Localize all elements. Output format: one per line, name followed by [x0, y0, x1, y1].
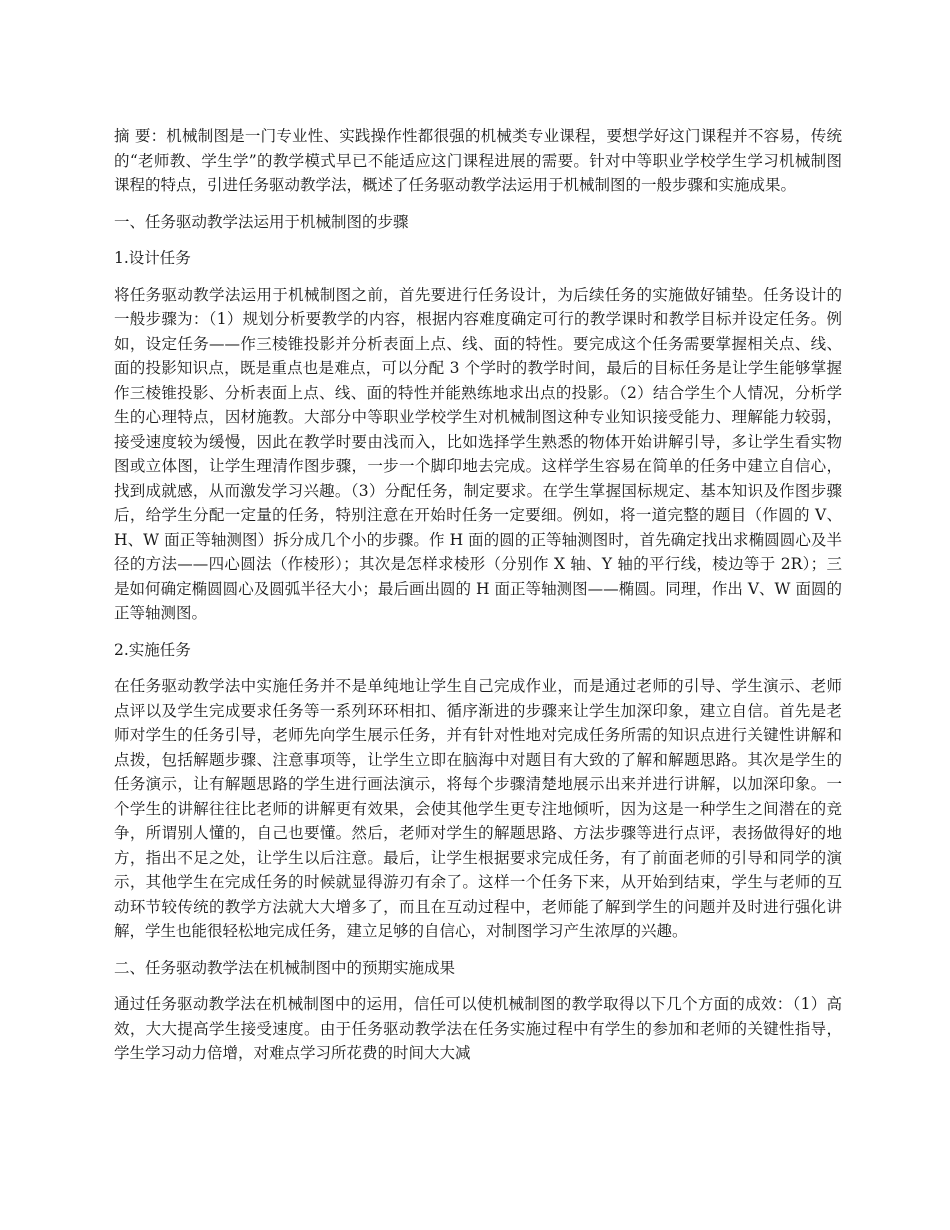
abstract-paragraph: 摘 要：机械制图是一门专业性、实践操作性都很强的机械类专业课程，要想学好这门课程并不容易，传统的“老师教、学生学”的教学模式早已不能适应这门课程进展的需要。针对中等职业学校学生学习机械制图课程的特点，引进任务驱动教学法，概述了任务驱动教学法运用于机械制图的一般步骤和实施成果。: [114, 127, 842, 194]
section-heading-1: 一、任务驱动教学法运用于机械制图的步骤: [114, 212, 409, 231]
implement-task-paragraph: 在任务驱动教学法中实施任务并不是单纯地让学生自己完成作业，而是通过老师的引导、学生演示、老师点评以及学生完成要求任务等一系列环环相扣、循序渐进的步骤来让学生加深印象，建立自信。首先是老师对学生的任务引导，老师先向学生展示任务，并有针对性地对完成任务所需的知识点进行关键性讲解和点拨，包括解题步骤、注意事项等，让学生立即在脑海中对题目有大致的了解和解题思路。其次是学生的任务演示，让有解题思路的学生进行画法演示，将每个步骤清楚地展示出来并进行讲解，以加深印象。一个学生的讲解往往比老师的讲解更有效果，会使其他学生更专注地倾听，因为这是一种学生之间潜在的竞争，所谓别人懂的，自己也要懂。然后，老师对学生的解题思路、方法步骤等进行点评，表扬做得好的地方，指出不足之处，让学生以后注意。最后，让学生根据要求完成任务，有了前面老师的引导和同学的演示，其他学生在完成任务的时候就显得游刃有余了。这样一个任务下来，从开始到结束，学生与老师的互动环节较传统的教学方法就大大增多了，而且在互动过程中，老师能了解到学生的问题并及时进行强化讲解，学生也能很轻松地完成任务，建立足够的自信心，对制图学习产生浓厚的兴趣。: [114, 677, 842, 940]
outcomes-paragraph: 通过任务驱动教学法在机械制图中的运用，信任可以使机械制图的教学取得以下几个方面的成效：（1）高效，大大提高学生接受速度。由于任务驱动教学法在任务实施过程中有学生的参加和老师的关键性指导，学生学习动力倍增，对难点学习所花费的时间大大减: [114, 995, 842, 1062]
subsection-heading-implement: 2.实施任务: [114, 640, 191, 659]
design-task-paragraph: 将任务驱动教学法运用于机械制图之前，首先要进行任务设计，为后续任务的实施做好铺垫。任务设计的一般步骤为：（1）规划分析要教学的内容，根据内容难度确定可行的教学课时和教学目标并设定任务。例如，设定任务——作三棱锥投影并分析表面上点、线、面的特性。要完成这个任务需要掌握相关点、线、面的投影知识点，既是重点也是难点，可以分配 3 个学时的教学时间，最后的目标任务是让学生能够掌握作三棱锥投影、分析表面上点、线、面的特性并能熟练地求出点的投影。（2）结合学生个人情况，分析学生的心理特点，因材施教。大部分中等职业学校学生对机械制图这种专业知识接受能力、理解能力较弱，接受速度较为缓慢，因此在教学时要由浅而入，比如选择学生熟悉的物体开始讲解引导，多让学生看实物图或立体图，让学生理清作图步骤，一步一个脚印地去完成。这样学生容易在简单的任务中建立自信心，找到成就感，从而激发学习兴趣。（3）分配任务，制定要求。在学生掌握国标规定、基本知识及作图步骤后，给学生分配一定量的任务，特别注意在开始时任务一定要细。例如，将一道完整的题目（作圆的 V、H、W 面正等轴测图）拆分成几个小的步骤。作 H 面的圆的正等轴测图时，首先确定找出求椭圆圆心及半径的方法——四心圆法（作棱形）；其次是怎样求棱形（分别作 X 轴、Y 轴的平行线，棱边等于 2R）；三是如何确定椭圆圆心及圆弧半径大小；最后画出圆的 H 面正等轴测图——椭圆。同理，作出 V、W 面圆的正等轴测图。: [114, 285, 842, 622]
section-heading-2: 二、任务驱动教学法在机械制图中的预期实施成果: [114, 958, 456, 977]
document-page: [114, 124, 842, 1078]
subsection-heading-design: 1.设计任务: [114, 249, 191, 267]
